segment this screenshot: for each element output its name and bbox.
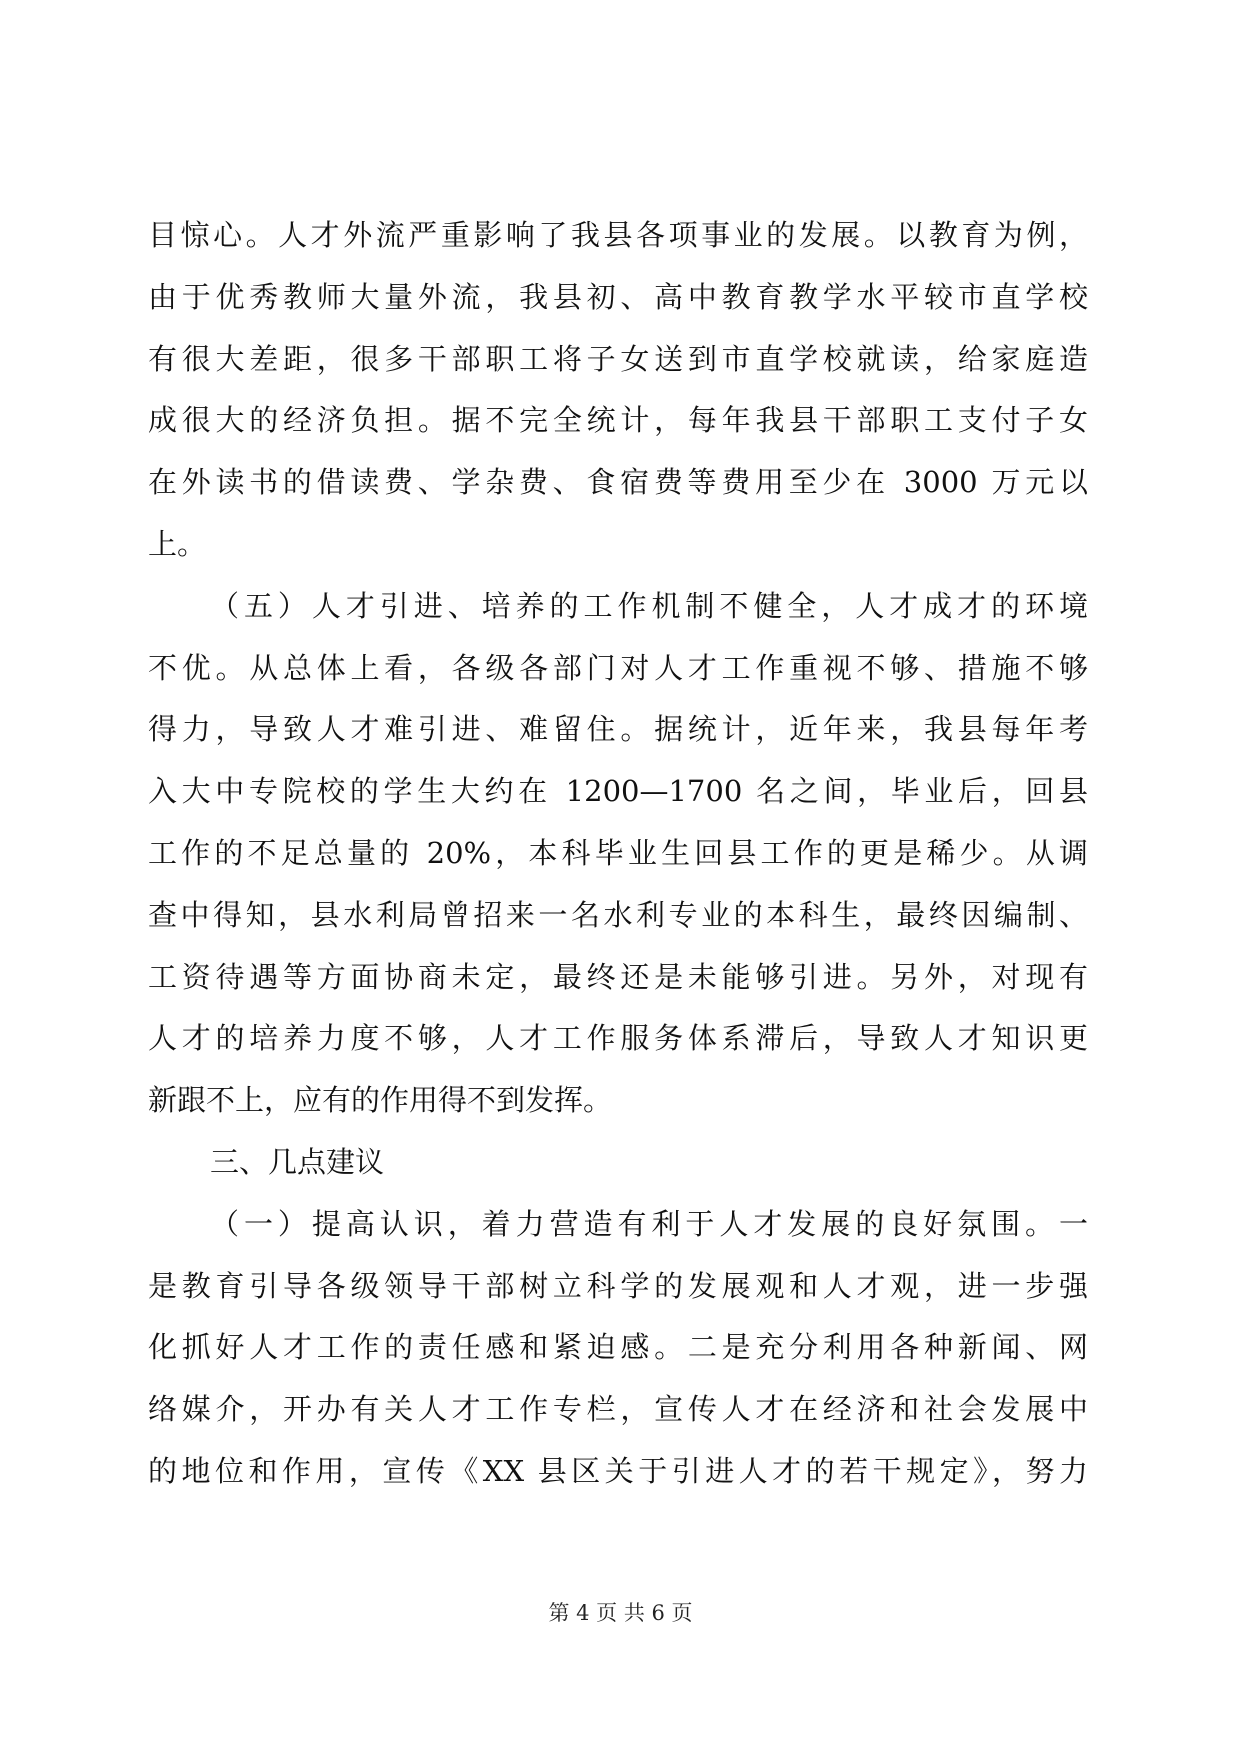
section-heading: 三、几点建议 — [210, 1144, 385, 1179]
text-line: 化抓好人才工作的责任感和紧迫感。二是充分利用各种新闻、网 — [148, 1330, 1088, 1365]
text-line: 络媒介，开办有关人才工作专栏，宣传人才在经济和社会发展中 — [148, 1392, 1088, 1427]
text-line: 工作的不足总量的 20%，本科毕业生回县工作的更是稀少。从调 — [148, 835, 1088, 870]
text-line: 的地位和作用，宣传《XX 县区关于引进人才的若干规定》，努力 — [148, 1453, 1088, 1488]
text-line: 是教育引导各级领导干部树立科学的发展观和人才观，进一步强 — [148, 1268, 1088, 1303]
text-line: 成很大的经济负担。据不完全统计，每年我县干部职工支付子女 — [148, 403, 1088, 438]
section-heading-line: （五）人才引进、培养的工作机制不健全，人才成才的环境 — [210, 588, 1088, 623]
text-line: 得力，导致人才难引进、难留住。据统计，近年来，我县每年考 — [148, 712, 1088, 747]
text-line: 入大中专院校的学生大约在 1200—1700 名之间，毕业后，回县 — [148, 774, 1088, 809]
text-line: 工资待遇等方面协商未定，最终还是未能够引进。另外，对现有 — [148, 959, 1088, 994]
text-line: 上。 — [148, 526, 207, 561]
text-line: 新跟不上，应有的作用得不到发挥。 — [148, 1083, 613, 1118]
page-number-footer: 第 4 页 共 6 页 — [548, 1601, 693, 1625]
document-body — [148, 205, 1088, 1503]
text-line: 不优。从总体上看，各级各部门对人才工作重视不够、措施不够 — [148, 650, 1088, 685]
text-line: 由于优秀教师大量外流，我县初、高中教育教学水平较市直学校 — [148, 279, 1088, 314]
text-line: 在外读书的借读费、学杂费、食宿费等费用至少在 3000 万元以 — [148, 465, 1088, 500]
text-line: 目惊心。人才外流严重影响了我县各项事业的发展。以教育为例， — [148, 218, 1088, 252]
subsection-heading-line: （一）提高认识，着力营造有利于人才发展的良好氛围。一 — [210, 1206, 1088, 1241]
text-line: 有很大差距，很多干部职工将子女送到市直学校就读，给家庭造 — [148, 341, 1088, 376]
text-line: 人才的培养力度不够，人才工作服务体系滞后，导致人才知识更 — [148, 1021, 1088, 1056]
text-line: 查中得知，县水利局曾招来一名水利专业的本科生，最终因编制、 — [148, 897, 1088, 932]
